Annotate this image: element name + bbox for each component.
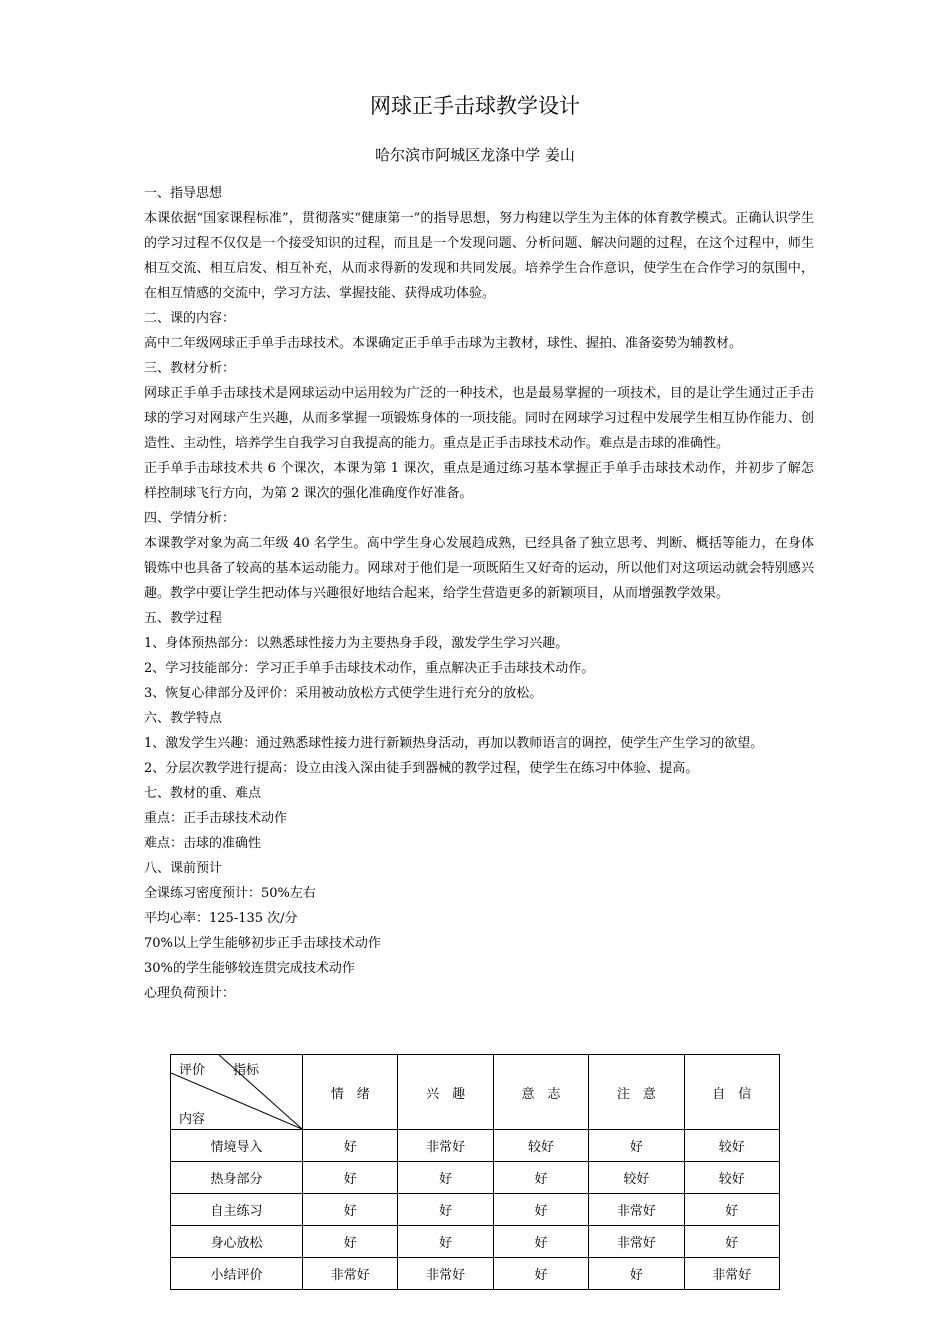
- row-label: 身心放松: [171, 1226, 303, 1258]
- paragraph: 3、恢复心律部分及评价：采用被动放松方式使学生进行充分的放松。: [144, 686, 543, 701]
- table-row: [171, 1226, 780, 1258]
- paragraph: 30%的学生能够较连贯完成技术动作: [144, 961, 355, 976]
- section-heading: 七、教材的重、难点: [144, 786, 262, 801]
- corner-label-content: 内容: [179, 1112, 206, 1127]
- section-heading: 八、课前预计: [144, 861, 223, 876]
- table-cell: 非常好: [398, 1258, 493, 1290]
- section-heading: 四、学情分析：: [144, 511, 236, 526]
- column-header: 兴 趣: [398, 1055, 493, 1130]
- table-cell: 好: [684, 1194, 779, 1226]
- table-cell: 好: [493, 1194, 588, 1226]
- section-heading: 五、教学过程: [144, 611, 223, 626]
- table-cell: 好: [493, 1258, 588, 1290]
- table-cell: 较好: [684, 1162, 779, 1194]
- paragraph: 1、激发学生兴趣：通过熟悉球性接力进行新颖热身活动，再加以教师语言的调控，使学生产生学习的欲望。: [144, 736, 764, 751]
- table-cell: 好: [303, 1226, 398, 1258]
- document-body: [144, 181, 814, 1006]
- section-heading: 一、指导思想: [144, 186, 223, 201]
- section-heading: 二、课的内容：: [144, 311, 236, 326]
- table-cell: 好: [303, 1130, 398, 1162]
- table-row: [171, 1130, 780, 1162]
- table-cell: 非常好: [589, 1194, 684, 1226]
- table-cell: 好: [493, 1226, 588, 1258]
- row-label: 情境导入: [171, 1130, 303, 1162]
- section-5: [144, 606, 814, 706]
- section-8: [144, 856, 814, 1006]
- psychological-load-table: [170, 1054, 780, 1290]
- table-row: [171, 1162, 780, 1194]
- column-header: 意 志: [493, 1055, 588, 1130]
- table-cell: 较好: [493, 1130, 588, 1162]
- table-cell: 好: [493, 1162, 588, 1194]
- table-row: [171, 1258, 780, 1290]
- row-label: 小结评价: [171, 1258, 303, 1290]
- document-title: 网球正手击球教学设计: [370, 94, 580, 118]
- author-line: 哈尔滨市阿城区龙涤中学 姜山: [375, 146, 575, 164]
- paragraph: 高中二年级网球正手单手击球技术。本课确定正手单手击球为主教材，球性、握拍、准备姿势为辅教材。: [144, 336, 743, 351]
- table-cell: 好: [303, 1162, 398, 1194]
- column-header: 情 绪: [303, 1055, 398, 1130]
- table-cell: 好: [684, 1226, 779, 1258]
- column-header: 注 意: [589, 1055, 684, 1130]
- paragraph: 平均心率：125-135 次/分: [144, 911, 298, 926]
- corner-label-evaluation: 评价: [179, 1063, 206, 1078]
- paragraph: 正手单手击球技术共 6 个课次，本课为第 1 课次，重点是通过练习基本掌握正手单手击球技术动作，并初步了解怎样控制球飞行方向，为第 2 课次的强化准确度作好准备。: [144, 461, 814, 501]
- paragraph: 难点：击球的准确性: [144, 836, 262, 851]
- section-heading: 六、教学特点: [144, 711, 223, 726]
- table-cell: 非常好: [589, 1226, 684, 1258]
- table-cell: 好: [398, 1194, 493, 1226]
- table-corner-cell: [171, 1055, 303, 1130]
- corner-label-indicator: 指标: [233, 1063, 260, 1078]
- table-cell: 非常好: [684, 1258, 779, 1290]
- paragraph: 2、学习技能部分：学习正手单手击球技术动作，重点解决正手击球技术动作。: [144, 661, 595, 676]
- table-header-row: [171, 1055, 780, 1130]
- paragraph: 70%以上学生能够初步正手击球技术动作: [144, 936, 381, 951]
- table-cell: 非常好: [303, 1258, 398, 1290]
- paragraph: 网球正手单手击球技术是网球运动中运用较为广泛的一种技术，也是最易掌握的一项技术，目的是让学生通过正手击球的学习对网球产生兴趣，从而多掌握一项锻炼身体的一项技能。同时在网球学习过程中发展学生相互协作能力、创造性、主动性，培养学生自我学习自我提高的能力。重点是正手击球技术动作。难点是击球的准确性。: [144, 386, 814, 451]
- row-label: 自主练习: [171, 1194, 303, 1226]
- table-cell: 非常好: [398, 1130, 493, 1162]
- table-cell: 好: [589, 1130, 684, 1162]
- paragraph: 1、身体预热部分：以熟悉球性接力为主要热身手段，激发学生学习兴趣。: [144, 636, 569, 651]
- paragraph: 本课依据“国家课程标准”，贯彻落实“健康第一”的指导思想，努力构建以学生为主体的体育教学模式。正确认识学生的学习过程不仅仅是一个接受知识的过程，而且是一个发现问题、分析问题、解决问题的过程，在这个过程中，师生相互交流、相互启发、相互补充，从而求得新的发现和共同发展。培养学生合作意识，使学生在合作学习的氛围中，在相互情感的交流中，学习方法、掌握技能、获得成功体验。: [144, 211, 814, 301]
- section-6: [144, 706, 814, 781]
- section-3: [144, 356, 814, 506]
- table-cell: 好: [589, 1258, 684, 1290]
- row-label: 热身部分: [171, 1162, 303, 1194]
- table-cell: 较好: [684, 1130, 779, 1162]
- table-cell: 较好: [589, 1162, 684, 1194]
- paragraph: 心理负荷预计：: [144, 986, 236, 1001]
- paragraph: 本课教学对象为高二年级 40 名学生。高中学生身心发展趋成熟，已经具备了独立思考、判断、概括等能力，在身体锻炼中也具备了较高的基本运动能力。网球对于他们是一项既陌生又好奇的运动，所以他们对这项运动就会特别感兴趣。教学中要让学生把动体与兴趣很好地结合起来，给学生营造更多的新颖项目，从而增强教学效果。: [144, 536, 814, 601]
- section-2: [144, 306, 814, 356]
- section-heading: 三、教材分析：: [144, 361, 236, 376]
- section-1: [144, 181, 814, 306]
- table-cell: 好: [398, 1162, 493, 1194]
- paragraph: 2、分层次教学进行提高：设立由浅入深由徒手到器械的教学过程，使学生在练习中体验、提高。: [144, 761, 699, 776]
- section-4: [144, 506, 814, 606]
- paragraph: 全课练习密度预计：50%左右: [144, 886, 316, 901]
- column-header: 自 信: [684, 1055, 779, 1130]
- table-row: [171, 1194, 780, 1226]
- paragraph: 重点：正手击球技术动作: [144, 811, 288, 826]
- section-7: [144, 781, 814, 856]
- table-cell: 好: [398, 1226, 493, 1258]
- table-cell: 好: [303, 1194, 398, 1226]
